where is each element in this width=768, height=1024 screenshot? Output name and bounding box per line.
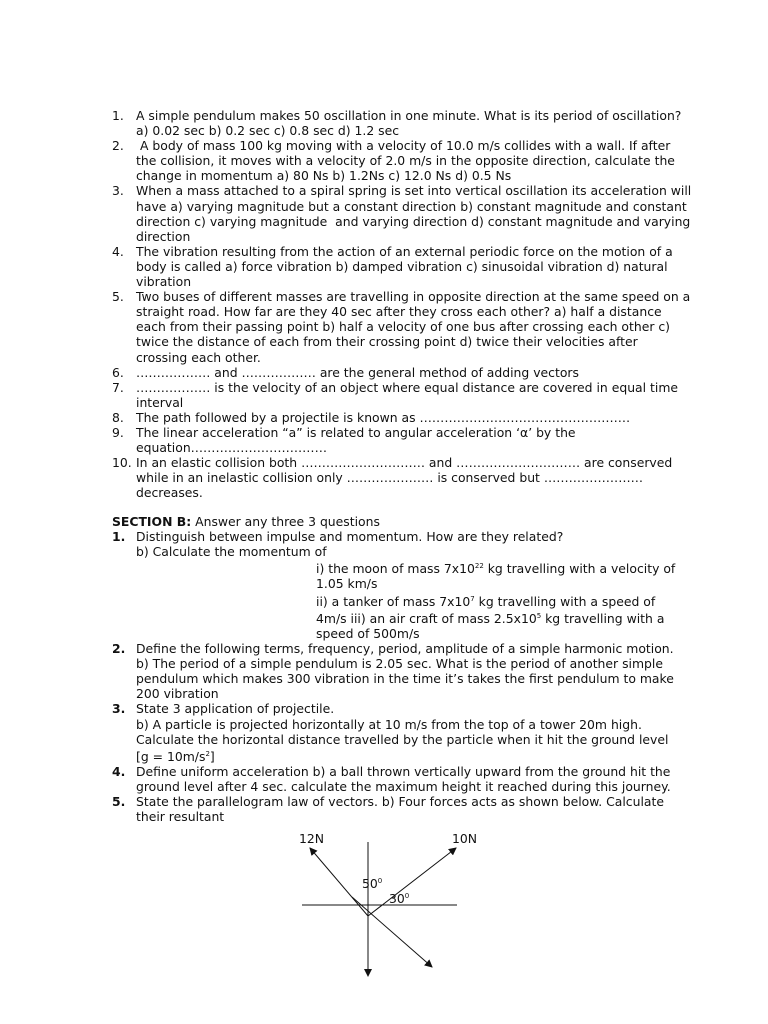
subpart-i-text: i) the moon of mass 7x10 <box>316 561 475 577</box>
question-3 <box>112 183 696 244</box>
question-text: The path followed by a projectile is known as …………………………………………… <box>136 409 631 425</box>
exponent: 7 <box>470 594 475 603</box>
question-text: In an elastic collision both ………………………… and ………………………… are conserved while in an inelastic collision only ………………… is conserved but …………………… decreases. <box>136 455 673 501</box>
exponent: 22 <box>474 562 484 571</box>
question-number: 2. <box>112 138 124 154</box>
question-10 <box>112 455 692 500</box>
subpart-ii-text-mid: kg travelling with a speed of 4m/s iii) an air craft of mass 2.5x10 <box>316 593 656 626</box>
question-text: When a mass attached to a spiral spring is set into vertical oscillation its acceleration will have a) varying magnitude but a constant direction b) constant magnitude and constant direction c) varying magnitude and varying direction d) constant magnitude and varying direction <box>136 183 696 244</box>
section-b-instruction: Answer any three 3 questions <box>191 514 380 529</box>
question-subpart-b: b) Calculate the momentum of <box>136 544 327 560</box>
question-7 <box>112 380 692 410</box>
question-number: 2. <box>112 641 126 657</box>
section-b-question-2 <box>112 641 692 701</box>
exponent: 2 <box>205 749 210 758</box>
question-number: 4. <box>112 243 124 259</box>
question-subpart-b: b) A particle is projected horizontally at 10 m/s from the top of a tower 20m high. Calculate the horizontal distance travelled by the particle when it hit the ground level <box>136 716 669 747</box>
section-b-heading <box>112 514 692 529</box>
section-b-question-4 <box>112 764 692 794</box>
question-number: 9. <box>112 424 124 440</box>
question-text: The vibration resulting from the action of an external periodic force on the motion of a body is called a) force vibration b) damped vibration c) sinusoidal vibration d) natural vibration <box>136 243 673 290</box>
question-text: Define uniform acceleration b) a ball thrown vertically upward from the ground hit the ground level after 4 sec. calculate the maximum height it reached during this journey. <box>136 763 671 794</box>
force-label-12n: 12N <box>299 831 325 846</box>
section-b-title: SECTION B: <box>112 514 192 529</box>
subpart-ii-text: ii) a tanker of mass 7x10 <box>316 593 471 609</box>
question-text: A simple pendulum makes 50 oscillation in one minute. What is its period of oscillation? a) 0.02 sec b) 0.2 sec c) 0.8 sec d) 1.2 sec <box>136 108 682 139</box>
angle-30: $30^0$ <box>389 891 410 906</box>
force-12n-arrow <box>310 848 368 916</box>
question-number: 5. <box>112 794 126 810</box>
question-text: The linear acceleration “a” is related to angular acceleration ‘α’ by the equation…………………………… <box>136 424 576 456</box>
question-number: 1. <box>112 529 126 544</box>
question-text: ……………… is the velocity of an object where equal distance are covered in equal time interval <box>136 379 679 410</box>
question-subpart-i <box>316 559 682 591</box>
question-4 <box>112 244 692 289</box>
question-number: 4. <box>112 763 126 779</box>
question-text: ……………… and ……………… are the general method of adding vectors <box>136 364 579 380</box>
question-2 <box>112 138 692 183</box>
question-text: Distinguish between impulse and momentum. How are they related? <box>136 529 564 544</box>
question-text: Define the following terms, frequency, period, amplitude of a simple harmonic motion. <box>136 641 674 657</box>
subpart-i-text-end: kg travelling with a velocity of 1.05 km/s <box>316 561 676 592</box>
exponent: 5 <box>536 611 542 620</box>
question-number: 3. <box>112 183 124 199</box>
section-b-questions <box>112 529 692 824</box>
question-number: 5. <box>112 289 124 305</box>
question-6 <box>112 365 692 380</box>
subpart-ii-text-end: kg travelling with a speed of 500m/s <box>316 610 665 641</box>
force-diagram <box>290 828 490 998</box>
question-text: State the parallelogram law of vectors. b) Four forces acts as shown below. Calculate their resultant <box>136 794 664 825</box>
question-text: A body of mass 100 kg moving with a velocity of 10.0 m/s collides with a wall. If after the collision, it moves with a velocity of 2.0 m/s in the opposite direction, calculate the change in momentum a) 80 Ns b) 1.2Ns c) 12.0 Ns d) 0.5 Ns <box>136 138 679 184</box>
question-1 <box>112 108 692 138</box>
question-subpart-ii <box>316 592 682 642</box>
section-b-question-5 <box>112 794 692 824</box>
question-subpart-b: b) The period of a simple pendulum is 2.05 sec. What is the period of another simple pendulum which makes 300 vibration in the time it’s takes the first pendulum to make 200 vibration <box>136 656 674 702</box>
question-9 <box>112 425 692 455</box>
question-8 <box>112 410 692 425</box>
gravity-text: [g = 10m/s <box>136 748 206 764</box>
diagonal-force-arrow <box>352 897 432 967</box>
question-number: 10. <box>112 455 132 471</box>
question-5 <box>112 289 692 364</box>
gravity-text-end: ] <box>209 748 215 764</box>
question-number: 1. <box>112 108 124 123</box>
question-text: State 3 application of projectile. <box>136 701 335 717</box>
question-number: 6. <box>112 364 124 380</box>
question-number: 3. <box>112 701 126 717</box>
question-number: 7. <box>112 379 124 395</box>
section-b-question-1 <box>112 529 692 641</box>
section-b-question-3 <box>112 701 692 764</box>
question-number: 8. <box>112 409 124 425</box>
gravity-note <box>136 747 692 764</box>
question-text: Two buses of different masses are travelling in opposite direction at the same speed on a straight road. How far are they 40 sec after they cross each other? a) half a distance each from their passing point b) half a velocity of one bus after crossing each other c) twice the distance of each from their crossing point d) twice their velocities after crossing each other. <box>136 289 691 365</box>
angle-50: $50^0$ <box>362 876 383 891</box>
section-a-questions <box>112 108 696 501</box>
force-label-10n: 10N <box>452 831 478 846</box>
